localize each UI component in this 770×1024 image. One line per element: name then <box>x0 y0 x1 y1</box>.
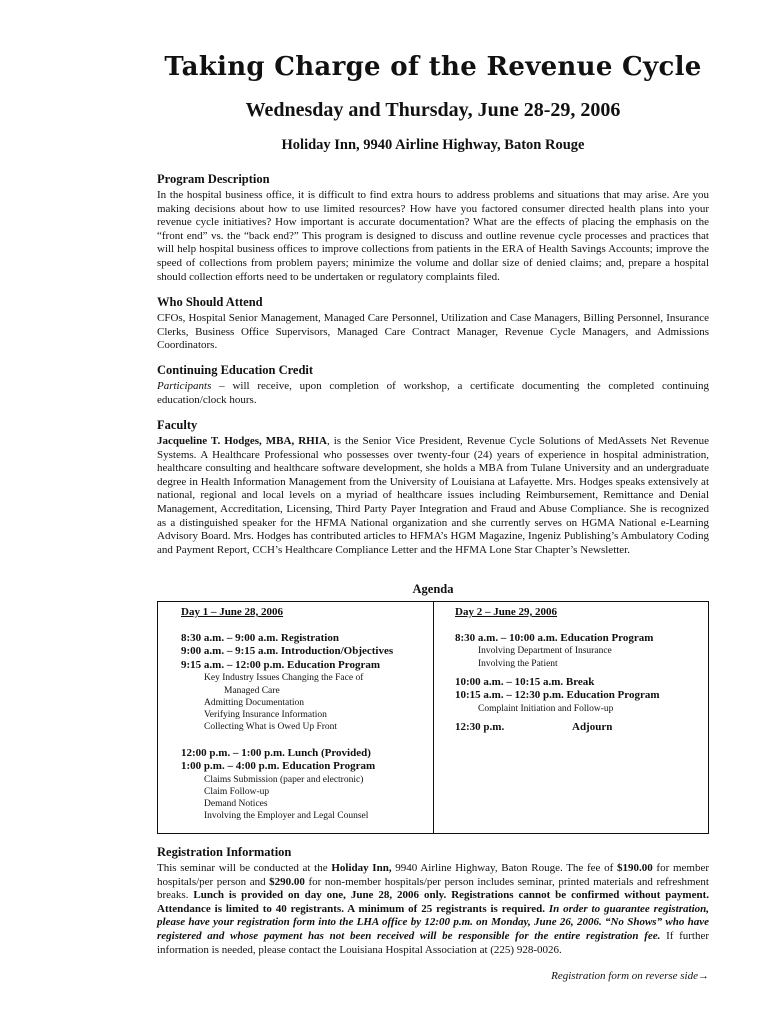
day-2-heading: Day 2 – June 29, 2006 <box>455 606 558 618</box>
continuing-education-section <box>157 363 709 407</box>
agenda-column-divider <box>433 602 434 833</box>
day-1-heading: Day 1 – June 28, 2006 <box>181 606 284 618</box>
program-description-heading: Program Description <box>157 172 270 186</box>
adjourn-label: Adjourn <box>572 721 613 734</box>
participants-label: Participants <box>157 380 212 392</box>
who-should-attend-heading: Who Should Attend <box>157 295 263 309</box>
agenda-topic: Demand Notices <box>204 799 268 810</box>
agenda-slot: 9:15 a.m. – 12:00 p.m. Education Program <box>181 658 381 671</box>
program-description-section <box>157 172 709 284</box>
agenda-topic: Involving Department of Insurance <box>478 646 612 657</box>
registration-section <box>157 845 709 957</box>
registration-text-part: for member hospitals/per person and <box>157 862 709 888</box>
adjourn-time: 12:30 p.m. <box>455 721 505 734</box>
registration-contact: If further information is needed, please contact the Louisiana Hospital Association at (225) 928-0026. <box>157 929 709 956</box>
faculty-bio: , is the Senior Vice President, Revenue Cycle Solutions of MedAssets Net Revenue Systems. A Healthcare Professional who possesses over twenty-four (24) years of experience in hospital administration, healthcare consulting and healthcare software development, she holds a MBA from Tulane University and an undergraduate degree in Health Information Management from the University of Louisiana at Lafayette. Mrs. Hodges speaks extensively at national, regional and local levels on a myriad of healthcare issues including Reimbursement, Remittance and Denial Management, Accreditation, Licensing, Third Party Payer Integration and Fraud and Abuse Compliance. She is recognized as a distinguished speaker for the HFMA National organization and she currently serves on HGMA National e-Learning Advisory Board. Mrs. Hodges has contributed articles to HFMA’s HGM Magazine, Ingeniz Publishing’s Ambulatory Coding and Payment Report, CCH’s Healthcare Compliance Letter and the HFMA Lone Star Chapter’s Newsletter. <box>157 435 709 556</box>
agenda-day-1 <box>181 606 426 823</box>
agenda-slot: 12:00 p.m. – 1:00 p.m. Lunch (Provided) <box>181 746 371 759</box>
agenda-slot: 8:30 a.m. – 10:00 a.m. Education Program <box>455 632 654 644</box>
agenda-slot: 1:00 p.m. – 4:00 p.m. Education Program <box>181 760 376 773</box>
faculty-text <box>157 435 709 557</box>
faculty-name: Jacqueline T. Hodges, MBA, RHIA <box>157 435 327 447</box>
member-fee: $190.00 <box>616 862 653 874</box>
agenda-topic: Managed Care <box>224 685 280 696</box>
registration-heading: Registration Information <box>157 845 292 859</box>
registration-deadline: In order to guarantee registration, please have your registration form into the LHA office by 12:00 p.m. on Monday, June 26, 2006. “No Shows” who have registered and whose payment has not been received will be responsible for the entire registration fee. <box>157 902 709 942</box>
registration-text-part: 9940 Airline Highway, Baton Rouge. The fee of <box>391 862 617 874</box>
faculty-heading: Faculty <box>157 418 198 432</box>
agenda-slot-adjourn <box>455 721 700 734</box>
agenda-topic: Admitting Documentation <box>204 697 305 708</box>
reverse-side-note: Registration form on reverse side→ <box>551 970 709 982</box>
agenda-topic: Complaint Initiation and Follow-up <box>478 703 614 714</box>
agenda-topic: Involving the Employer and Legal Counsel <box>204 811 369 822</box>
agenda-heading: Agenda <box>412 582 454 596</box>
agenda-slot: 9:00 a.m. – 9:15 a.m. Introduction/Objectives <box>181 645 394 658</box>
agenda-topic: Claim Follow-up <box>204 786 270 797</box>
agenda-topic: Verifying Insurance Information <box>204 710 327 721</box>
continuing-education-text <box>157 380 709 407</box>
faculty-section <box>157 418 709 557</box>
agenda-table <box>157 601 709 834</box>
agenda-topic: Claims Submission (paper and electronic) <box>204 774 364 785</box>
continuing-education-body: – will receive, upon completion of workshop, a certificate documenting the completed continuing education/clock hours. <box>157 380 709 406</box>
agenda-day-2 <box>455 606 700 735</box>
agenda-topic: Involving the Patient <box>478 658 558 669</box>
registration-terms: Lunch is provided on day one, June 28, 2006 only. Registrations cannot be confirmed without payment. Attendance is limited to 40 registrants. A minimum of 25 registrants is required. <box>157 889 709 915</box>
registration-text-part: for non-member hospitals/per person includes seminar, printed materials and refreshment breaks. <box>157 875 709 902</box>
nonmember-fee: $290.00 <box>269 875 305 888</box>
event-dates: Wednesday and Thursday, June 28-29, 2006 <box>245 99 621 121</box>
who-should-attend-section <box>157 295 709 353</box>
page-title: Taking Charge of the Revenue Cycle <box>164 52 702 82</box>
who-should-attend-text: CFOs, Hospital Senior Management, Managed Care Personnel, Utilization and Case Managers, Billing Personnel, Insurance Clerks, Business Office Supervisors, Managed Care Contract Manager, Revenue Cycle Managers, and Admissions Coordinators. <box>157 312 709 352</box>
agenda-slot: 8:30 a.m. – 9:00 a.m. Registration <box>181 632 339 644</box>
agenda-topic: Key Industry Issues Changing the Face of <box>204 673 364 684</box>
registration-text <box>157 862 709 957</box>
registration-text-part: This seminar will be conducted at the <box>157 862 332 874</box>
program-description-text: In the hospital business office, it is difficult to find extra hours to address problems and situations that may arise. Are you making decisions about how to use limited resources? How have you factored consumer directed health plans into your revenue cycle initiatives? How important is accurate documentation? What are the effects of placing the emphasis on the “front end” vs. the “back end?” This program is designed to discuss and outline revenue cycle processes and practices that will help hospital business offices to improve collections from patients in the ERA of Health Savings Accounts; improve the speed of collections from problem payers; minimize the volume and dollar size of denied claims; and, prepare a hospital should collection efforts need to be undertaken or regulatory complaints filed. <box>157 189 709 283</box>
event-venue: Holiday Inn, 9940 Airline Highway, Baton Rouge <box>281 137 585 153</box>
agenda-slot: 10:15 a.m. – 12:30 p.m. Education Program <box>455 689 660 702</box>
agenda-topic: Collecting What is Owed Up Front <box>204 722 338 733</box>
agenda-slot: 10:00 a.m. – 10:15 a.m. Break <box>455 676 595 688</box>
continuing-education-heading: Continuing Education Credit <box>157 363 314 377</box>
registration-venue: Holiday Inn, <box>331 862 392 874</box>
